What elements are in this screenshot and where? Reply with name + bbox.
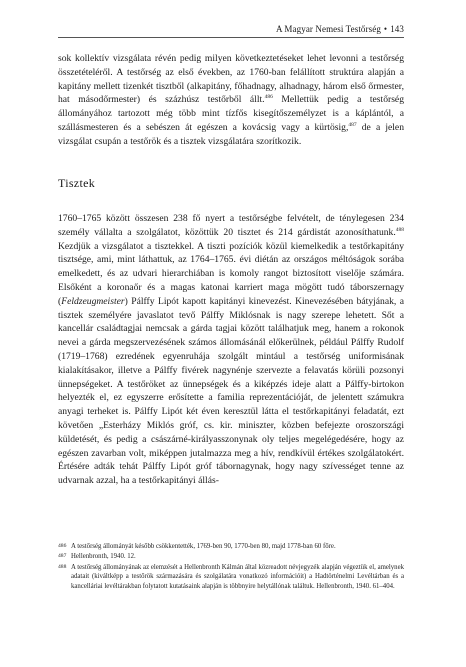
footnote	[58, 563, 404, 591]
footnote-ref-487[interactable]: 487	[348, 121, 357, 128]
section-heading: Tisztek	[58, 176, 95, 190]
section-text-c: ) Pálffy Lipót kapott kapitányi kinevezést. Kinevezésében bátyjának, a tisztek személyére javaslatot tevő Pálffy Miklósnak is nagy szerepe lehetett. Sőt a kancellár családtagjai nemcsak a gárda tagjai között találhatjuk meg, hanem a rokonok nevei a gárda megszervezésének számos állomásánál előkerülnek, például Pálffy Rudolf (1719–1768) ezredének egyenruhája szolgált mintául a testőrség uniformisának kialakításakor, illetve a Pálffy fivérek nagynénje szervezte a felavatás körüli pozsonyi ünnepségeket. A testőröket az ünnepségek és a kiképzés ideje alatt a Pálffy-birtokon helyezték el, ez egyszerre erősítette a familia reprezentációját, de jelentett számukra anyagi terheket is. Pálffy Lipót két éven keresztül látta el testőrkapitányi feladatát, ezt követően „Esterházy Miklós gróf, cs. kir. miniszter, közben befejezte oroszországi küldetését, és pedig a császárné-királyasszonynak oly teljes megelégedésére, hogy az egészen zavarban volt, miképpen jutalmazza meg a hív, rendkívül értékes szolgálatokért. Értésére adták tehát Pálffy Lipót gróf tábornagynak, hogy nagy szívességet tenne az udvarnak azzal, ha a testőrkapitányi állás-	[58, 295, 404, 487]
footnote	[58, 552, 404, 561]
running-head	[58, 24, 404, 34]
footnote-ref-488[interactable]: 488	[395, 226, 404, 233]
footnote-text: Hellenbronth, 1940. 12.	[71, 553, 136, 561]
intro-text-a: sok kollektív vizsgálata révén pedig milyen következtetéseket lehet levonni a testőrség összetételéről. A testőrség az első években, az 1760-ban felállított struktúra alapján a kapitány mellett tizenkét tisztből (alkapitány, főhadnagy, alhadnagy, három első őrmester, hat másodőrmester) és százhúsz testőrből állt.	[58, 53, 404, 106]
section-text-a: 1760–1765 között összesen 238 fő nyert a testőrségbe felvételt, de ténylegesen 234 személy vállalta a szolgálatot, közöttük 20 tisztet és 214 gárdistát azonosíthatunk.	[58, 213, 404, 238]
header-rule	[58, 37, 404, 38]
footnotes	[58, 542, 404, 592]
footnote-text: A testőrség állományát később csökkentették, 1769-ben 90, 1770-ben 80, majd 1778-ban 60 főre.	[71, 543, 336, 550]
footnote-ref-486[interactable]: 486	[264, 94, 273, 101]
section-paragraph	[58, 212, 404, 488]
footnote	[58, 542, 404, 551]
footnote-number: 487	[58, 553, 67, 560]
section-text-b: Kezdjük a vizsgálatot a tisztekkel. A tiszti pozíciók közül kiemelkedik a testőrkapitány tisztsége, ami, mint láthattuk, az 1764–1765. évi diétán az országos méltóságok sorába emelkedett, és az udvari hierarchiában is komoly rangot biztosított viselője számára. Elsőként a koronaőr és a magas katonai karriert maga mögött tudó táborszernagy (	[58, 240, 404, 307]
intro-text-b: Mellettük pedig a testőrség állományához tartozott még több mint tízfős kisegítőszemélyzet is a káplántól, a szállásmesteren és a sebészen át egészen a kovácsig vagy a kürtösig,	[58, 94, 404, 133]
intro-paragraph	[58, 52, 404, 149]
running-head-separator: •	[383, 24, 388, 34]
intro-text-c: de a jelen vizsgálat csupán a testőrök és a tisztek vizsgálatára szorítkozik.	[58, 121, 404, 147]
footnote-text: A testőrség állományának az elemzését a Hellenbronth Kálmán által közreadott névjegyzék alapján végeztük el, amelynek adatait (kiváltképp a testőrök származására és szolgálatára vonatkozó információit) a Hadtörténelmi Levéltárban és a kancelláriai levéltárakban folytatott kutatásaink alapján is többnyire helytállónak találtuk. Hellenbronth, 1940. 61–404.	[71, 563, 404, 590]
italic-term: Feldzeugmeister	[61, 295, 125, 307]
page-number: 143	[390, 24, 404, 34]
footnote-number: 488	[58, 563, 67, 570]
footnote-number: 486	[58, 543, 67, 549]
running-head-title: A Magyar Nemesi Testőrség	[275, 24, 381, 34]
